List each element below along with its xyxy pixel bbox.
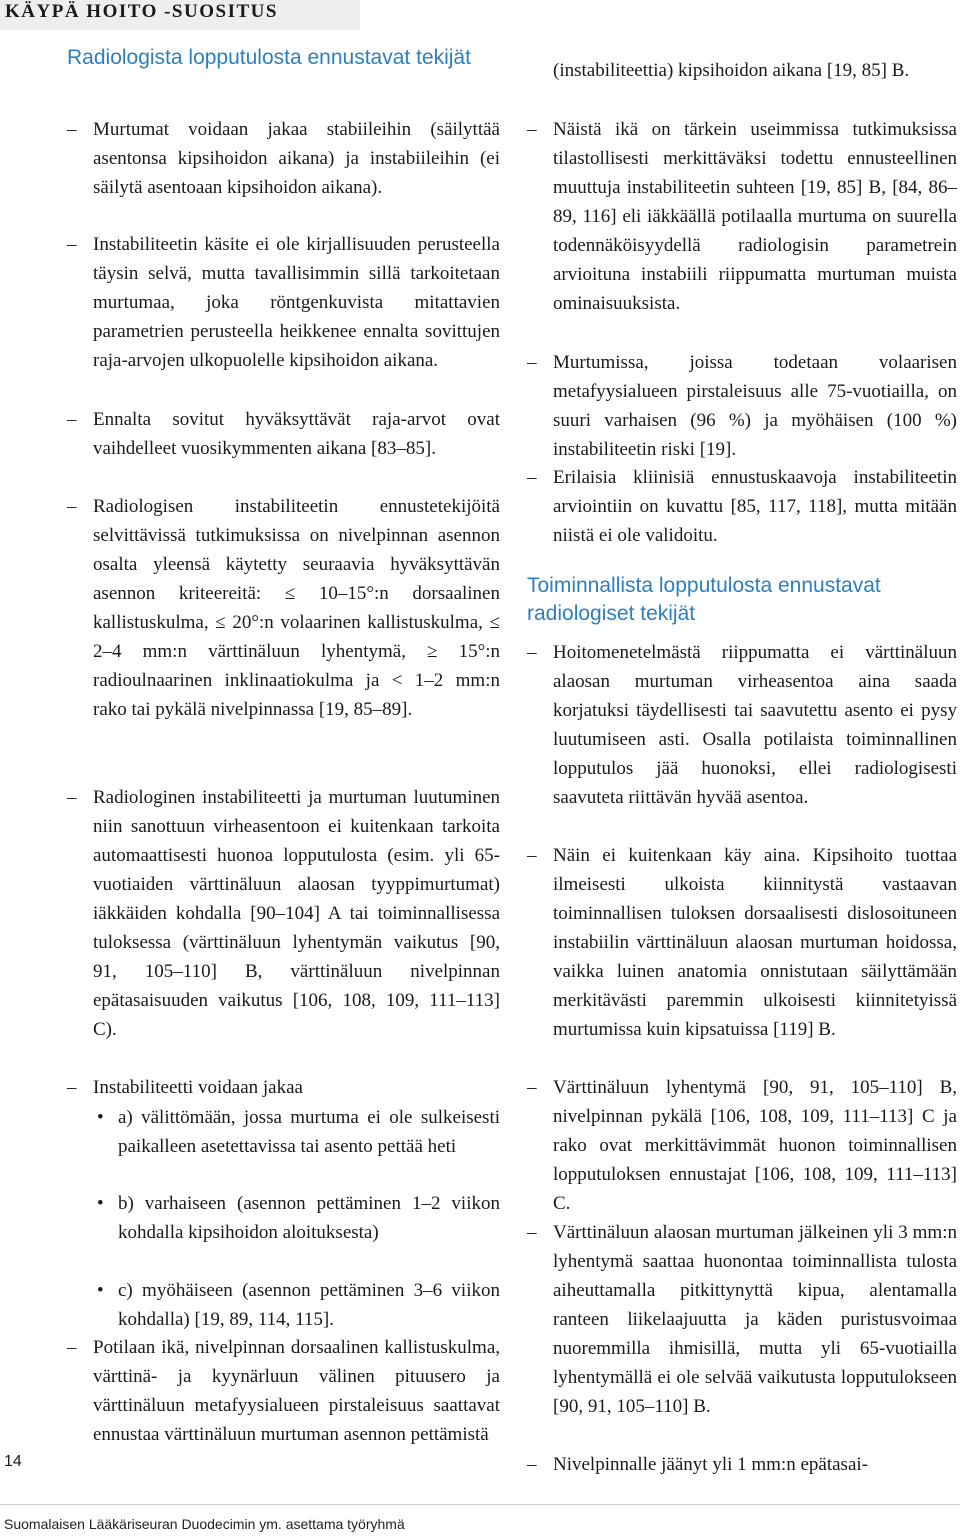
list-item: – Murtumissa, joissa todetaan volaarisen metafyysialueen pirstaleisuus alle 75-vuotiailla, on suuri varhaisen (96 %) ja myöhäisen (100 %) instabiliteetin riski [19]. — [527, 348, 957, 464]
bullet-icon: • — [97, 1280, 104, 1301]
sub-list-item: • b) varhaiseen (asennon pettäminen 1–2 viikon kohdalla kipsihoidon aloituksesta) — [93, 1189, 500, 1247]
list-item: – Radiologisen instabiliteetin ennustetekijöitä selvittävissä tutkimuksissa on nivelpinnan asennon osalta yleensä käytetty seuraavia hyväksyttävän asennon kriteereitä: ≤ 10–15°:n dorsaalinen kallistuskulma, ≤ 20°:n volaarinen kallistuskulma, ≤ 2–4 mm:n värttinäluun lyhentymä, ≥ 15°:n radioulnaarinen inklinaatiokulma ja < 1–2 mm:n rako tai pykälä nivelpinnassa [19, 85–89]. — [67, 492, 500, 724]
list-item: – Hoitomenetelmästä riippumatta ei värttinäluun alaosan murtuman virheasentoa aina saada korjatuksi täydellisesti tai saavutettu asento ei pysy luutumiseen asti. Osalla potilaista toiminnallinen lopputulos jää huonoksi, ellei radiologisesti saavuteta riittävän hyvää asentoa. — [527, 638, 957, 812]
guideline-header — [0, 0, 360, 30]
dash-icon: – — [527, 1077, 537, 1098]
footer-text: Suomalaisen Lääkäriseuran Duodecimin ym. asettama työryhmä — [4, 1516, 405, 1532]
dash-icon: – — [527, 1222, 537, 1243]
dash-icon: – — [527, 467, 537, 488]
page-number: 14 — [4, 1453, 22, 1470]
list-item: – Instabiliteetti voidaan jakaa — [67, 1073, 500, 1102]
list-item: – Erilaisia kliinisiä ennustuskaavoja instabiliteetin arviointiin on kuvattu [85, 117, 118], mutta mitään niistä ei ole validoitu. — [527, 463, 957, 550]
list-item: – Näin ei kuitenkaan käy aina. Kipsihoito tuottaa ilmeisesti ulkoista kiinnitystä vastaavan toiminnallisen tuloksen dorsaalisesti dislosoituneen instabiilin värttinäluun alaosan murtuman hoidossa, vaikka luinen anatomia onnistutaan säilyttämään merkitävästi paremmin ulkoisesti kiinnitetyissä murtumissa kuin kipsatuissa [119] B. — [527, 841, 957, 1044]
section-heading-functional: Toiminnallista lopputulosta ennustavat radiologiset tekijät — [527, 574, 881, 625]
dash-icon: – — [527, 119, 537, 140]
dash-icon: – — [67, 119, 77, 140]
bullet-icon: • — [97, 1107, 104, 1128]
list-item: – Värttinäluun lyhentymä [90, 91, 105–110] B, nivelpinnan pykälä [106, 108, 109, 111–113] C ja rako ovat merkittävimmät huonon toiminnallisen lopputuloksen ennustajat [106, 108, 109, 111–113] C. — [527, 1073, 957, 1218]
dash-icon: – — [67, 1077, 77, 1098]
list-item: – Ennalta sovitut hyväksyttävät raja-arvot ovat vaihdelleet vuosikymmenten aikana [83–85]. — [67, 405, 500, 463]
section-heading-radiological: Radiologista lopputulosta ennustavat tekijät — [67, 46, 471, 69]
dash-icon: – — [67, 787, 77, 808]
page-footer — [0, 1504, 960, 1537]
list-item: – Värttinäluun alaosan murtuman jälkeinen yli 3 mm:n lyhentymä saattaa huonontaa toiminnallista tulosta aiheuttamalla pitkittynyttä kipua, alentamalla ranteen liikelaajuutta ja käden puristusvoimaa nuoremmilla ihmisillä, mutta yli 65-vuotiailla lyhentymällä ei ole selvää vaikutusta lopputulokseen [90, 91, 105–110] B. — [527, 1218, 957, 1421]
dash-icon: – — [527, 352, 537, 373]
list-item: – Radiologinen instabiliteetti ja murtuman luutuminen niin sanottuun virheasentoon ei kuitenkaan tarkoita automaattisesti huonoa lopputulosta (esim. yli 65-vuotiaiden värttinäluun alaosan tyyppimurtumat) iäkkäiden kohdalla [90–104] A tai toiminnallisessa tuloksessa (värttinäluun lyhentymän vaikutus [90, 91, 105–110] B, värttinäluun nivelpinnan epätasaisuuden vaikutus [106, 108, 109, 111–113] C). — [67, 783, 500, 1044]
list-item: – Murtumat voidaan jakaa stabiileihin (säilyttää asentonsa kipsihoidon aikana) ja instabiileihin (ei säilytä asentoaan kipsihoidon aikana). — [67, 115, 500, 202]
dash-icon: – — [67, 496, 77, 517]
list-item: – Instabiliteetin käsite ei ole kirjallisuuden perusteella täysin selvä, mutta tavallisimmin sillä tarkoitetaan murtumaa, joka röntgenkuvista mitattavien parametrien perusteella heikkenee ennalta sovittujen raja-arvojen ulkopuolelle kipsihoidon aikana. — [67, 230, 500, 375]
dash-icon: – — [527, 845, 537, 866]
sub-list-item: • a) välittömään, jossa murtuma ei ole sulkeisesti paikalleen asetettavissa tai asento pettää heti — [93, 1103, 500, 1161]
bullet-icon: • — [97, 1193, 104, 1214]
list-item: – Nivelpinnalle jäänyt yli 1 mm:n epätasai- — [527, 1450, 957, 1479]
list-item-continuation: (instabiliteettia) kipsihoidon aikana [19, 85] B. — [553, 60, 910, 81]
sub-list-item: • c) myöhäiseen (asennon pettäminen 3–6 viikon kohdalla) [19, 89, 114, 115]. — [93, 1276, 500, 1334]
list-item: – Näistä ikä on tärkein useimmissa tutkimuksissa tilastollisesti merkittäväksi todettu ennusteellinen muuttuja instabiliteetin suhteen [19, 85] B, [84, 86–89, 116] eli iäkkäällä potilaalla murtuma on suurella todennäköisyydellä radiologisin parametrein arvioituna instabiili riippumatta murtuman muista ominaisuuksista. — [527, 115, 957, 318]
dash-icon: – — [67, 1337, 77, 1358]
list-item: – Potilaan ikä, nivelpinnan dorsaalinen kallistuskulma, värttinä- ja kyynärluun välinen pituusero ja värttinäluun metafyysialueen pirstaleisuus saattavat ennustaa värttinäluun murtuman asennon pettämistä — [67, 1333, 500, 1449]
dash-icon: – — [67, 409, 77, 430]
dash-icon: – — [527, 1454, 537, 1475]
dash-icon: – — [67, 234, 77, 255]
header-title: KÄYPÄ HOITO -SUOSITUS — [5, 1, 278, 22]
dash-icon: – — [527, 642, 537, 663]
